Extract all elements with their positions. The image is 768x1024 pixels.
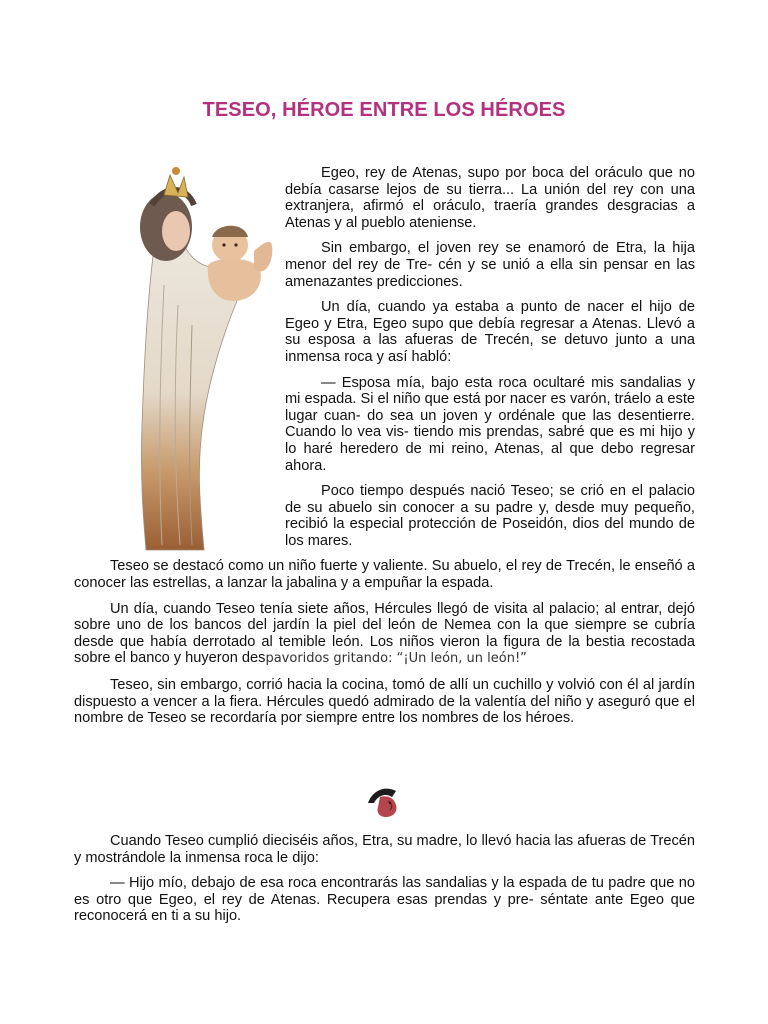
paragraph: — Esposa mía, bajo esta roca ocultaré mis sandalias y mi espada. Si el niño que está por nacer es varón, tráelo a este lugar cuan- do sea un joven y ordénale que las desentierre. Cuando lo vea vis- tiendo mis prendas, sabré que es mi hijo y lo haré heredero de mi reino, Atenas, al que debo regresar ahora. bbox=[285, 374, 695, 474]
paragraph: Poco tiempo después nació Teseo; se crió en el palacio de su abuelo sin conocer a su padre y, desde muy pequeño, recibió la especial protección de Poseidón, dios del mundo de los mares. bbox=[285, 483, 695, 549]
face-profile-ornament bbox=[366, 783, 402, 819]
paragraph: Teseo se destacó como un niño fuerte y valiente. Su abuelo, el rey de Trecén, le enseñó a conocer las estrellas, a lanzar la jabalina y a empuñar la espada. bbox=[74, 558, 695, 592]
main-text bbox=[74, 165, 695, 736]
paragraph: Egeo, rey de Atenas, supo por boca del oráculo que no debía casarse lejos de su tierra... La unión del rey con una extranjera, afirmó el oráculo, traería grandes desgracias a Atenas y al pueblo ateniense. bbox=[285, 165, 695, 231]
paragraph-text-alt-font: pavoridos gritando: “¡Un león, un león!” bbox=[265, 651, 527, 667]
paragraph: Cuando Teseo cumplió dieciséis años, Etra, su madre, lo llevó hacia las afueras de Trecén y mostrándole la inmensa roca le dijo: bbox=[74, 833, 695, 866]
page-title: TESEO, HÉROE ENTRE LOS HÉROES bbox=[202, 99, 566, 121]
paragraph: — Hijo mío, debajo de esa roca encontrarás las sandalias y la espada de tu padre que no es otro que Egeo, el rey de Atenas. Recupera esas prendas y pre- séntate ante Egeo que reconocerá en ti a su hijo. bbox=[74, 875, 695, 925]
paragraph bbox=[74, 601, 695, 668]
paragraph: Teseo, sin embargo, corrió hacia la cocina, tomó de allí un cuchillo y volvió con él al jardín dispuesto a vencer a la fiera. Hércules quedó admirado de la valentía del niño y aseguró que el nombre de Teseo se recordaría por siempre entre los nombres de los héroes. bbox=[74, 677, 695, 727]
paragraph: Sin embargo, el joven rey se enamoró de Etra, la hija menor del rey de Tre- cén y se unió a ella sin pensar en las amenazantes predicciones. bbox=[285, 240, 695, 290]
illustration-space bbox=[74, 165, 285, 557]
paragraph-text: Un día, cuando Teseo tenía siete años, Hércules llegó de visita al palacio; al entrar, dejó sobre uno de los bancos del jardín la piel del león de Nemea con la que siempre se cubría desde que había derrotado al temible león. Los niños vieron la figura de la bestia recostada sobre el banco y huyeron des bbox=[74, 600, 695, 667]
paragraph: Un día, cuando ya estaba a punto de nacer el hijo de Egeo y Etra, Egeo supo que debía regresar a Atenas. Llevó a su esposa a las afueras de Trecén, se detuvo junto a una inmensa roca y así habló: bbox=[285, 299, 695, 365]
lower-text bbox=[74, 833, 695, 934]
